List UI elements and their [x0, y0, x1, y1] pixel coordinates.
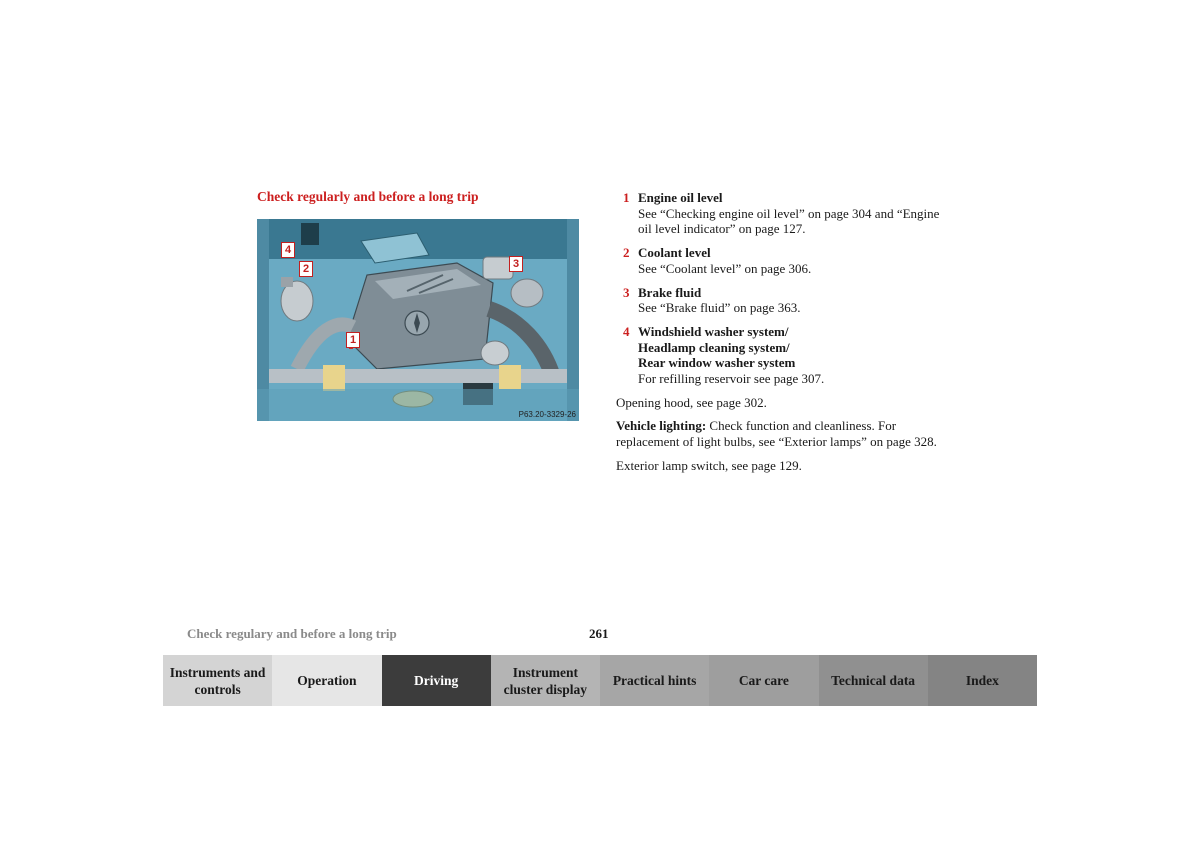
- item-number: 1: [623, 190, 630, 205]
- figure-code: P63.20-3329-26: [518, 410, 576, 419]
- chapter-tab-bar: [163, 655, 1037, 706]
- tab-driving[interactable]: Driving: [382, 655, 491, 706]
- tab-car-care[interactable]: Car care: [709, 655, 818, 706]
- tab-index[interactable]: Index: [928, 655, 1037, 706]
- opening-hood-note: Opening hood, see page 302.: [616, 394, 767, 410]
- item-description: See “Checking engine oil level” on page 304 and “Engine oil level indicator” on page 127.: [638, 205, 940, 237]
- item-number: 3: [623, 284, 630, 300]
- list-item: [616, 245, 946, 276]
- vehicle-lighting-note: [616, 418, 946, 449]
- callout-1: 1: [346, 332, 360, 348]
- checklist-column: [616, 190, 946, 482]
- item-title-line: Rear window washer system: [638, 355, 796, 371]
- footer-title: Check regulary and before a long trip: [187, 626, 397, 641]
- list-item: [616, 190, 946, 237]
- item-description: See “Brake fluid” on page 363.: [638, 300, 801, 316]
- tab-instrument-cluster-display[interactable]: Instrument cluster display: [491, 655, 600, 706]
- tab-technical-data[interactable]: Technical data: [819, 655, 928, 706]
- callout-2: 2: [299, 261, 313, 277]
- engine-compartment-figure: [257, 219, 579, 421]
- callout-3: 3: [509, 256, 523, 272]
- item-description: See “Coolant level” on page 306.: [638, 260, 812, 276]
- list-item: [616, 324, 946, 387]
- item-title-line: Windshield washer system/: [638, 323, 789, 339]
- tab-practical-hints[interactable]: Practical hints: [600, 655, 709, 706]
- item-title-line: Headlamp cleaning system/: [638, 339, 790, 355]
- item-number: 4: [623, 323, 630, 339]
- engine-compartment-illustration: [257, 219, 579, 421]
- item-number: 2: [623, 245, 630, 261]
- item-title: Coolant level: [638, 245, 711, 261]
- callout-4: 4: [281, 242, 295, 258]
- vehicle-lighting-label: Vehicle lighting:: [616, 418, 707, 434]
- item-description: For refilling reservoir see page 307.: [638, 371, 825, 387]
- item-title: Brake fluid: [638, 284, 702, 300]
- tab-instruments-and-controls[interactable]: Instruments and controls: [163, 655, 272, 706]
- vehicle-lighting-text: Check function and cleanliness. For replacement of light bulbs, see “Exterior lamps” on page 328.: [616, 418, 937, 450]
- page-number: 261: [589, 626, 609, 641]
- tab-operation[interactable]: Operation: [272, 655, 381, 706]
- section-heading: Check regularly and before a long trip: [257, 189, 479, 204]
- list-item: [616, 285, 946, 316]
- lamp-switch-note: Exterior lamp switch, see page 129.: [616, 457, 802, 473]
- item-title: Engine oil level: [638, 190, 723, 205]
